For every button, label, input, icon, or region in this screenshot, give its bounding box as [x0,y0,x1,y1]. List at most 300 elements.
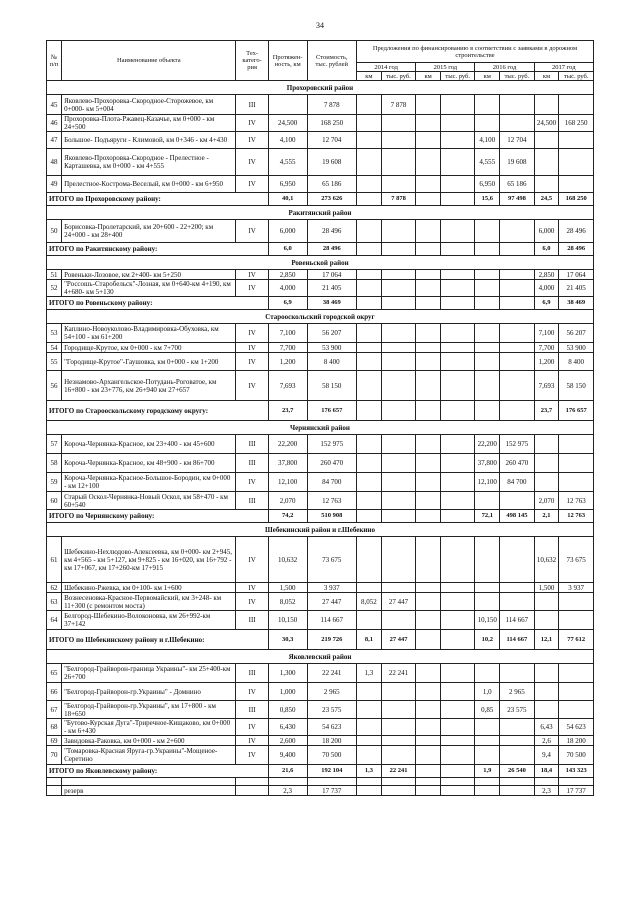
year-rub [559,132,594,149]
cost: 18 200 [307,736,357,746]
year-rub [381,220,415,243]
length: 1,300 [268,664,307,683]
year-km [357,343,382,353]
object-name: Незнамово-Архангельское-Потудань-Роговатое, км 16+800 - км 23+776, км 26+940 км 27+657 [62,371,236,401]
year-km [416,492,441,510]
total-year-rub [440,401,474,421]
year-km [416,583,441,593]
year-km [357,353,382,371]
cost: 65 186 [307,176,357,193]
reserve-label: резерв [62,786,236,796]
year-rub [559,701,594,719]
district-row [47,523,594,537]
year-km [357,701,382,719]
year-rub [381,132,415,149]
year-rub: 2 965 [500,683,534,701]
year-km: 6,000 [534,220,559,243]
table-row [47,664,594,683]
year-km [416,176,441,193]
year-km [357,583,382,593]
row-number: 67 [47,701,62,719]
total-year-km: 23,7 [534,401,559,421]
total-cost: 28 496 [307,243,357,256]
year-rub: 7 878 [381,95,415,115]
empty-cell [268,778,307,786]
district-row [47,81,594,95]
year-km [357,537,382,583]
year-rub [500,353,534,371]
year-rub [500,324,534,343]
category: IV [236,736,268,746]
year-rub [381,746,415,765]
total-year-km [416,765,441,778]
year-rub: 58 150 [559,371,594,401]
cost: 27 447 [307,593,357,611]
category: III [236,435,268,454]
cost: 260 470 [307,454,357,473]
row-number: 51 [47,270,62,280]
cost: 8 400 [307,353,357,371]
length: 1,500 [268,583,307,593]
year-rub [440,115,474,132]
row-number: 61 [47,537,62,583]
header-year: 2016 год [475,63,534,72]
year-rub [440,746,474,765]
total-year-rub: 498 145 [500,510,534,523]
total-year-rub [381,510,415,523]
object-name: Белгород-Шебекино-Волоконовка, км 26+992-км 37+142 [62,611,236,630]
year-rub [440,324,474,343]
total-year-rub: 26 540 [500,765,534,778]
year-rub [500,492,534,510]
length: 9,400 [268,746,307,765]
cost: 12 704 [307,132,357,149]
table-row [47,473,594,492]
year-rub: 152 975 [500,435,534,454]
total-label: ИТОГО по Шебекинскому району и г.Шебекино: [47,630,269,650]
cost: 22 241 [307,664,357,683]
district-row [47,256,594,270]
year-rub [440,371,474,401]
year-km [357,324,382,343]
year-km [357,132,382,149]
total-year-rub [500,297,534,310]
year-rub: 56 207 [559,324,594,343]
year-km [416,537,441,583]
category: III [236,454,268,473]
year-rub: 12 763 [559,492,594,510]
total-year-km: 10,2 [475,630,500,650]
total-cost: 192 104 [307,765,357,778]
year-rub [381,353,415,371]
cost: 168 250 [307,115,357,132]
object-name: Борисовка-Пролетарский, км 20+600 - 22+200; км 24+000 - км 28+400 [62,220,236,243]
district-title: Яковлевский район [47,650,594,664]
year-km [416,611,441,630]
category: IV [236,220,268,243]
total-label: ИТОГО по Прохоровскому району: [47,193,269,206]
total-label: ИТОГО по Ракитянскому району: [47,243,269,256]
year-km [416,435,441,454]
header-rub: тыс. руб. [381,72,415,81]
total-year-km [416,630,441,650]
total-year-km [357,193,382,206]
total-length: 23,7 [268,401,307,421]
empty-cell [236,786,268,796]
total-row [47,765,594,778]
reserve-year-km [357,786,382,796]
category: IV [236,115,268,132]
table-row [47,583,594,593]
length: 24,500 [268,115,307,132]
year-km [475,583,500,593]
total-year-rub: 168 250 [559,193,594,206]
year-km: 1,200 [534,353,559,371]
cost: 3 937 [307,583,357,593]
year-km: 4,100 [475,132,500,149]
cost: 23 575 [307,701,357,719]
table-row [47,371,594,401]
empty-cell [47,778,62,786]
category: III [236,95,268,115]
object-name: Короча-Чернянка-Красное-Большое-Бородин, км 0+000 - км 12+100 [62,473,236,492]
year-km [416,701,441,719]
year-km [475,719,500,736]
table-row [47,115,594,132]
year-km: 2,6 [534,736,559,746]
reserve-year-rub [381,786,415,796]
total-year-rub: 77 612 [559,630,594,650]
year-rub [559,149,594,176]
empty-cell [357,778,382,786]
empty-cell [47,786,62,796]
object-name: Прелестное-Кострома-Веселый, км 0+000 - км 6+950 [62,176,236,193]
row-number: 59 [47,473,62,492]
total-year-km: 1,9 [475,765,500,778]
total-year-km: 6,0 [534,243,559,256]
year-rub [500,537,534,583]
total-year-km: 8,1 [357,630,382,650]
cost: 58 150 [307,371,357,401]
table-row [47,270,594,280]
year-km [534,683,559,701]
year-rub [440,132,474,149]
year-rub [500,664,534,683]
length: 4,555 [268,149,307,176]
year-km [357,220,382,243]
year-rub: 168 250 [559,115,594,132]
total-year-km [357,510,382,523]
table-row [47,280,594,297]
total-year-km [357,243,382,256]
year-rub [381,683,415,701]
year-rub [381,176,415,193]
year-km [357,149,382,176]
length: 1,000 [268,683,307,701]
row-number: 68 [47,719,62,736]
header-km: км [534,72,559,81]
length: 6,950 [268,176,307,193]
total-length: 21,6 [268,765,307,778]
year-rub [440,701,474,719]
table-row [47,492,594,510]
row-number: 55 [47,353,62,371]
total-year-rub: 176 657 [559,401,594,421]
total-year-km [416,193,441,206]
cost: 114 667 [307,611,357,630]
reserve-year-rub: 17 737 [559,786,594,796]
empty-cell [62,778,236,786]
year-rub: 114 667 [500,611,534,630]
year-km [475,270,500,280]
year-km: 10,632 [534,537,559,583]
total-year-rub: 97 498 [500,193,534,206]
row-number: 65 [47,664,62,683]
total-year-rub [500,243,534,256]
total-year-rub: 38 469 [559,297,594,310]
total-year-rub [440,510,474,523]
reserve-year-km [475,786,500,796]
year-km [416,683,441,701]
header-km: км [357,72,382,81]
year-km [357,270,382,280]
cost: 21 405 [307,280,357,297]
year-rub [381,115,415,132]
row-number: 46 [47,115,62,132]
year-rub [440,583,474,593]
year-km [357,371,382,401]
total-length: 6,0 [268,243,307,256]
year-rub: 3 937 [559,583,594,593]
year-km: 12,100 [475,473,500,492]
object-name: Шебекино-Нехлюдово-Алексеевка, км 0+000- км 2+945, км 4+565 - км 5+127, км 9+825 - км 16+020, км 16+792 - км 17+067, км 17+260-км 17+915 [62,537,236,583]
year-rub [381,537,415,583]
total-year-rub: 28 496 [559,243,594,256]
header-category: Тех-катего-рия [236,41,268,81]
year-km [475,343,500,353]
year-km [357,454,382,473]
table-row [47,324,594,343]
object-name: "Томаровка-Красная Яруга-гр.Украины"-Мощеное-Серетино [62,746,236,765]
total-year-rub: 7 878 [381,193,415,206]
total-year-rub [381,297,415,310]
empty-cell [236,778,268,786]
year-rub [559,95,594,115]
category: III [236,701,268,719]
header-num: № п/п [47,41,62,81]
total-year-km: 12,1 [534,630,559,650]
object-name: Каплино-Новоуколово-Владимировка-Обуховка, км 54+100 - км 61+200 [62,324,236,343]
total-year-rub [440,765,474,778]
reserve-length: 2,3 [268,786,307,796]
year-rub [381,719,415,736]
year-rub [559,611,594,630]
district-title: Шебекинский район и г.Шебекино [47,523,594,537]
total-cost: 38 469 [307,297,357,310]
length: 22,200 [268,435,307,454]
total-year-km: 6,9 [534,297,559,310]
year-rub: 54 623 [559,719,594,736]
header-rub: тыс. руб. [500,72,534,81]
category: IV [236,746,268,765]
row-number: 53 [47,324,62,343]
total-cost: 510 908 [307,510,357,523]
year-rub [381,583,415,593]
year-rub [500,270,534,280]
length: 4,000 [268,280,307,297]
year-km [416,353,441,371]
row-number: 50 [47,220,62,243]
year-rub: 53 900 [559,343,594,353]
year-rub [440,280,474,297]
year-km [357,719,382,736]
year-km [357,435,382,454]
year-rub [381,736,415,746]
year-km [416,95,441,115]
object-name: Старый Оскол-Чернянка-Новый Оскол, км 58+470 - км 60+540 [62,492,236,510]
district-title: Ракитянский район [47,206,594,220]
category: IV [236,324,268,343]
year-km [416,149,441,176]
table-row [47,132,594,149]
year-rub: 18 200 [559,736,594,746]
year-rub [440,353,474,371]
empty-cell [475,778,500,786]
total-year-rub: 12 763 [559,510,594,523]
total-year-km: 18,4 [534,765,559,778]
year-km: 7,100 [534,324,559,343]
length: 10,632 [268,537,307,583]
total-cost: 176 657 [307,401,357,421]
length: 2,070 [268,492,307,510]
object-name: Шебекино-Ржевка, км 0+100- км 1+600 [62,583,236,593]
year-km [416,280,441,297]
year-km [475,664,500,683]
object-name: Завидовка-Раковка, км 0+000 - км 2+600 [62,736,236,746]
year-rub: 21 405 [559,280,594,297]
district-title: Ровеньской район [47,256,594,270]
year-rub [500,593,534,611]
empty-cell [381,778,415,786]
year-rub [500,736,534,746]
header-cost: Стоимость, тыс. рублей [307,41,357,81]
year-km [416,343,441,353]
total-year-rub [440,297,474,310]
year-km: 2,850 [534,270,559,280]
year-km [475,492,500,510]
total-year-rub: 143 323 [559,765,594,778]
year-rub: 23 575 [500,701,534,719]
table-row [47,220,594,243]
year-rub [500,746,534,765]
year-km [534,593,559,611]
length: 6,000 [268,220,307,243]
year-km [416,736,441,746]
cost: 17 064 [307,270,357,280]
row-number: 54 [47,343,62,353]
table-row [47,719,594,736]
district-title: Старооскольский городской округ [47,310,594,324]
year-rub [381,611,415,630]
table-row [47,454,594,473]
year-rub [559,435,594,454]
object-name: "Россошь-Старобельск"-Лозная, км 0+640-км 4+190, км 4+680- км 5+130 [62,280,236,297]
category: IV [236,353,268,371]
year-km [475,280,500,297]
header-length: Протяжен-ность, км [268,41,307,81]
total-cost: 219 726 [307,630,357,650]
empty-cell [559,778,594,786]
year-km [475,95,500,115]
total-year-rub: 114 667 [500,630,534,650]
year-rub [440,664,474,683]
year-km: 9,4 [534,746,559,765]
length [268,95,307,115]
empty-cell [534,778,559,786]
total-year-km [416,297,441,310]
total-year-km [475,243,500,256]
district-row [47,206,594,220]
year-km: 10,150 [475,611,500,630]
year-rub [440,95,474,115]
year-rub [440,149,474,176]
length: 10,150 [268,611,307,630]
year-rub [440,473,474,492]
category: III [236,664,268,683]
cost: 2 965 [307,683,357,701]
year-rub: 12 704 [500,132,534,149]
length: 37,800 [268,454,307,473]
year-km [416,719,441,736]
year-rub: 70 500 [559,746,594,765]
length: 2,850 [268,270,307,280]
category: IV [236,270,268,280]
total-year-km [357,401,382,421]
reserve-year-rub [440,786,474,796]
table-row [47,353,594,371]
header-rub: тыс. руб. [440,72,474,81]
header-year: 2015 год [416,63,475,72]
total-label: ИТОГО по Яковлевскому району: [47,765,269,778]
total-year-km [416,401,441,421]
object-name: "Городище-Крутое"-Гаушовка, км 0+000 - км 1+200 [62,353,236,371]
year-km [534,454,559,473]
year-rub [500,583,534,593]
total-year-km: 15,6 [475,193,500,206]
cost: 28 496 [307,220,357,243]
length: 12,100 [268,473,307,492]
year-rub [500,719,534,736]
category: IV [236,593,268,611]
header-km: км [416,72,441,81]
year-km [475,220,500,243]
table-header [47,41,594,81]
length: 1,200 [268,353,307,371]
year-rub [559,473,594,492]
header-year: 2017 год [534,63,593,72]
row-number: 69 [47,736,62,746]
object-name: Большое- Подъяруги - Климовой, км 0+346 - км 4+430 [62,132,236,149]
total-length: 74,2 [268,510,307,523]
year-km [475,371,500,401]
row-number: 63 [47,593,62,611]
total-length: 40,1 [268,193,307,206]
total-row [47,243,594,256]
district-row [47,421,594,435]
year-km: 1,500 [534,583,559,593]
year-km [416,593,441,611]
object-name: Короча-Чернянка-Красное, км 23+400 - км 45+600 [62,435,236,454]
